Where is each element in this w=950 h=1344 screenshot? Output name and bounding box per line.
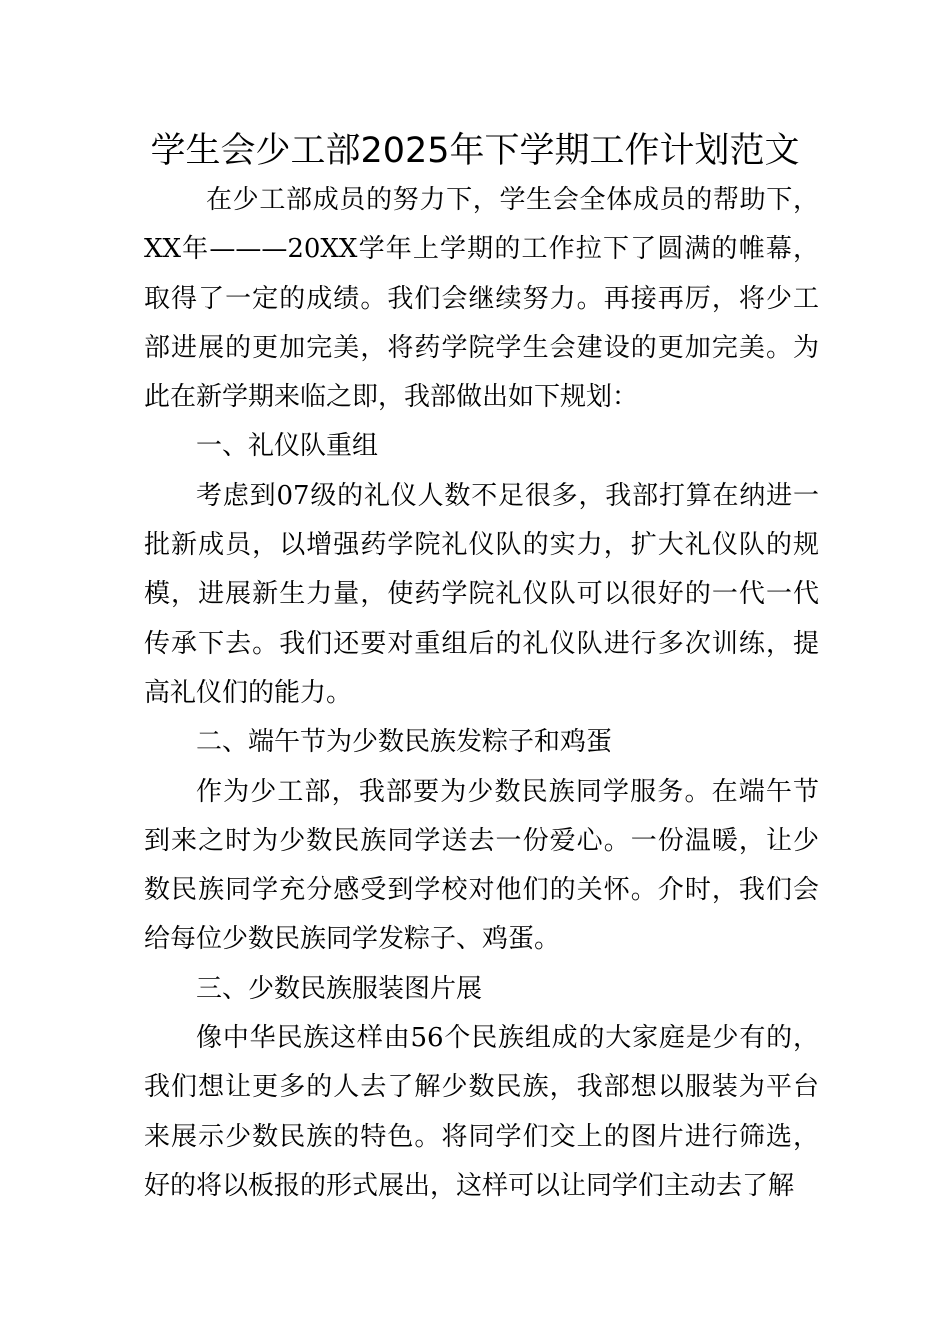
section-heading-2: 二、端午节为少数民族发粽子和鸡蛋 (196, 727, 613, 758)
section-body-3: 像中华民族这样由56个民族组成的大家庭是少有的，我们想让更多的人去了解少数民族，我部想以服装为平台来展示少数民族的特色。将同学们交上的图片进行筛选，好的将以板报的形式展出，这样可以让同学们主动去了解 (144, 1023, 819, 1201)
section-heading-1: 一、礼仪队重组 (196, 431, 379, 462)
document-title: 学生会少工部2025年下学期工作计划范文 (150, 131, 800, 171)
section-body-2: 作为少工部，我部要为少数民族同学服务。在端午节到来之时为少数民族同学送去一份爱心。一份温暖，让少数民族同学充分感受到学校对他们的关怀。介时，我们会给每位少数民族同学发粽子、鸡蛋。 (144, 776, 819, 955)
section-body-1: 考虑到07级的礼仪人数不足很多，我部打算在纳进一批新成员，以增强药学院礼仪队的实力，扩大礼仪队的规模，进展新生力量，使药学院礼仪队可以很好的一代一代传承下去。我们还要对重组后的礼仪队进行多次训练，提高礼仪们的能力。 (144, 480, 819, 708)
section-heading-3: 三、少数民族服装图片展 (196, 973, 483, 1004)
intro-paragraph: 在少工部成员的努力下，学生会全体成员的帮助下，XX年———20XX学年上学期的工作拉下了圆满的帷幕，取得了一定的成绩。我们会继续努力。再接再厉，将少工部进展的更加完美，将药学院学生会建设的更加完美。为此在新学期来临之即，我部做出如下规划： (144, 185, 819, 413)
document-body (144, 176, 819, 1211)
